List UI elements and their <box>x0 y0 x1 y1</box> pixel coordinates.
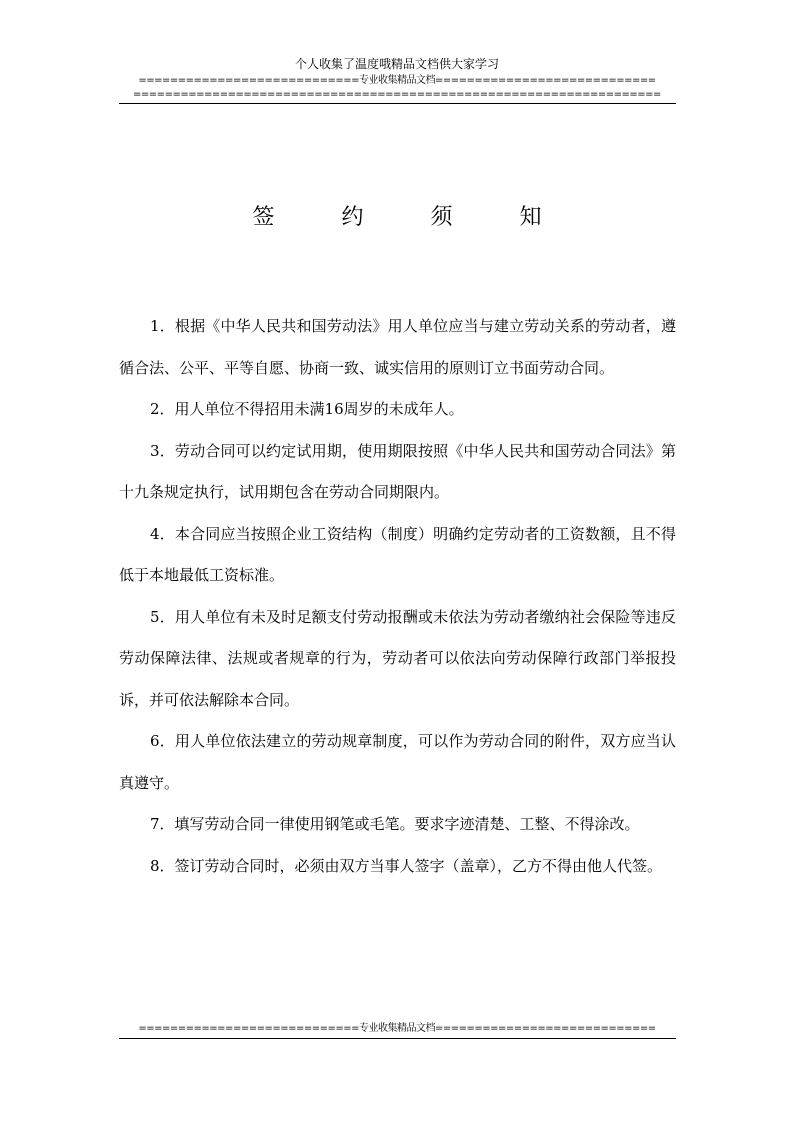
document-title: 签 约 须 知 <box>252 205 572 230</box>
clause-3: 3．劳动合同可以约定试用期，使用期限按照《中华人民共和国劳动合同法》第十九条规定执行，试用期包含在劳动合同期限内。 <box>119 441 676 501</box>
document-body <box>119 306 676 887</box>
footer-banner: ============================专业收集精品文档============================ <box>138 1023 656 1034</box>
clause-1: 1．根据《中华人民共和国劳动法》用人单位应当与建立劳动关系的劳动者，遵循合法、公平、平等自愿、协商一致、诚实信用的原则订立书面劳动合同。 <box>119 317 676 377</box>
header-rule <box>119 103 676 104</box>
clause-7: 7．填写劳动合同一律使用钢笔或毛笔。要求字迹清楚、工整、不得涂改。 <box>150 815 640 833</box>
header-title: 个人收集了温度哦精品文档供大家学习 <box>294 57 499 71</box>
clause-8: 8．签订劳动合同时，必须由双方当事人签字（盖章），乙方不得由他人代签。 <box>150 856 663 875</box>
header-banner: ============================专业收集精品文档============================ <box>138 75 656 86</box>
footer-rule <box>119 1038 676 1039</box>
header-separator: =================================================================== <box>133 89 661 100</box>
clause-5: 5．用人单位有未及时足额支付劳动报酬或未依法为劳动者缴纳社会保险等违反劳动保障法律、法规或者规章的行为，劳动者可以依法向劳动保障行政部门举报投诉，并可依法解除本合同。 <box>119 607 676 709</box>
clause-2: 2．用人单位不得招用未满16周岁的未成年人。 <box>150 400 464 418</box>
clause-4: 4．本合同应当按照企业工资结构（制度）明确约定劳动者的工资数额，且不得低于本地最低工资标准。 <box>119 524 676 584</box>
clause-6: 6．用人单位依法建立的劳动规章制度，可以作为劳动合同的附件，双方应当认真遵守。 <box>119 732 676 792</box>
